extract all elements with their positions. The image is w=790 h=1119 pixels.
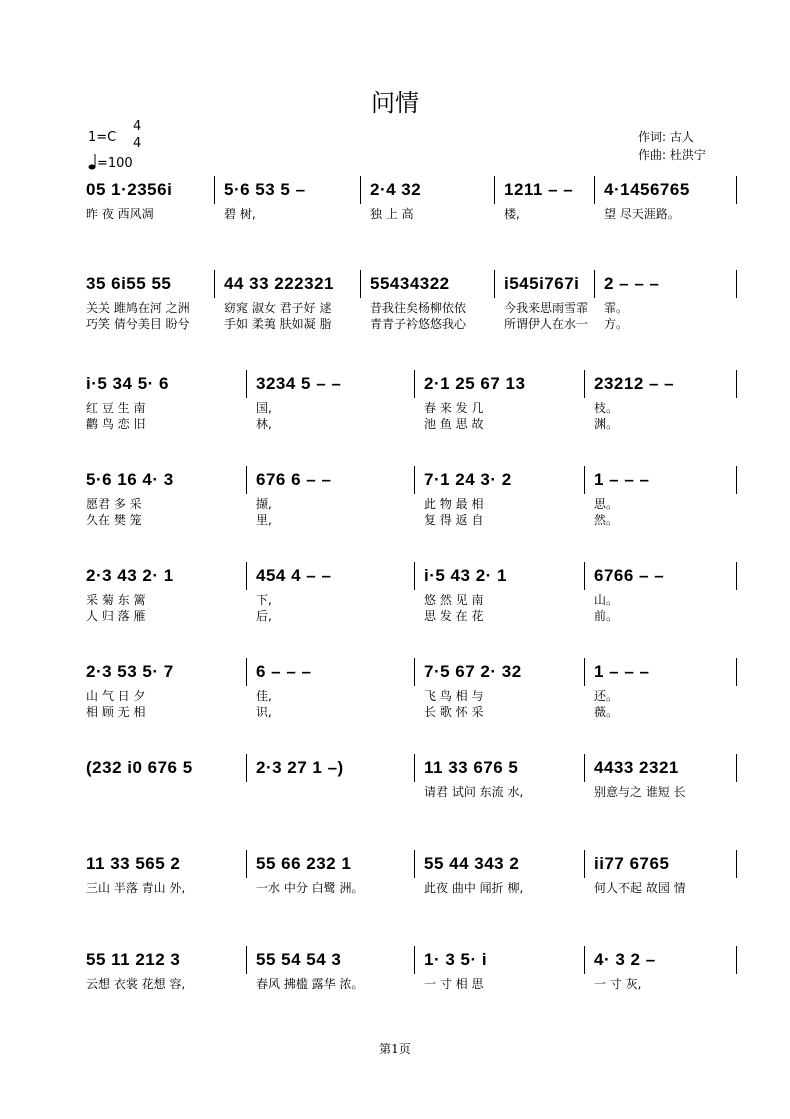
lyric-verse-2: 人 归 落 雁 xyxy=(86,609,146,623)
score-line xyxy=(86,948,746,1018)
bar-line xyxy=(414,562,415,590)
lyricist-credit: 作词: 古人 xyxy=(638,130,694,144)
lyric-verse-1: 春 来 发 几 xyxy=(424,401,484,415)
lyric-verse-2: 后, xyxy=(256,609,272,623)
bar-line xyxy=(246,370,247,398)
lyric-verse-1: 云想 衣裳 花想 容, xyxy=(86,977,186,991)
lyric-verse-1: 独 上 高 xyxy=(370,207,414,221)
score-line xyxy=(86,372,746,442)
jianpu-notes: 23212 – – xyxy=(594,374,675,393)
quarter-note-icon xyxy=(88,154,97,170)
jianpu-notes: 55 66 232 1 xyxy=(256,854,352,873)
jianpu-notes: 454 4 – – xyxy=(256,566,332,585)
bar-line xyxy=(246,946,247,974)
lyric-verse-1: 昔我往矣杨柳依依 xyxy=(370,301,467,315)
lyric-verse-2: 里, xyxy=(256,513,272,527)
time-signature xyxy=(133,118,141,152)
jianpu-notes: ii77 6765 xyxy=(594,854,670,873)
bar-line xyxy=(584,850,585,878)
bar-line xyxy=(736,370,737,398)
bar-line xyxy=(594,270,595,298)
jianpu-notes: 676 6 – – xyxy=(256,470,332,489)
jianpu-notes: 6766 – – xyxy=(594,566,665,585)
score-line xyxy=(86,564,746,634)
bar-line xyxy=(736,466,737,494)
lyric-verse-2: 手如 柔荑 肤如凝 脂 xyxy=(224,317,332,331)
jianpu-notes: 2·4 32 xyxy=(370,180,422,199)
jianpu-notes: 05 1·2356i xyxy=(86,180,173,199)
jianpu-notes: 7·5 67 2· 32 xyxy=(424,662,522,681)
score-line xyxy=(86,852,746,922)
jianpu-notes: 4· 3 2 – xyxy=(594,950,656,969)
bar-line xyxy=(414,658,415,686)
lyric-verse-1: 窈窕 淑女 君子好 逑 xyxy=(224,301,332,315)
tempo-value: =100 xyxy=(97,156,133,171)
bar-line xyxy=(494,176,495,204)
lyric-verse-1: 山 气 日 夕 xyxy=(86,689,146,703)
lyric-verse-1: 采 菊 东 篱 xyxy=(86,593,146,607)
lyric-verse-1: 山。 xyxy=(594,593,619,607)
bar-line xyxy=(414,850,415,878)
lyric-verse-2: 所谓伊人在水一 xyxy=(504,317,589,331)
jianpu-notes: 55434322 xyxy=(370,274,450,293)
bar-line xyxy=(246,562,247,590)
jianpu-notes: 4·1456765 xyxy=(604,180,690,199)
lyric-verse-2: 林, xyxy=(256,417,272,431)
lyric-verse-2: 久在 樊 笼 xyxy=(86,513,142,527)
jianpu-notes: (232 i0 676 5 xyxy=(86,758,193,777)
lyric-verse-1: 请君 试问 东流 水, xyxy=(424,785,524,799)
lyric-verse-1: 霏。 xyxy=(604,301,629,315)
lyric-verse-2: 识, xyxy=(256,705,272,719)
lyric-verse-1: 望 尽天涯路。 xyxy=(604,207,680,221)
bar-line xyxy=(584,562,585,590)
lyric-verse-1: 关关 雎鸠在河 之洲 xyxy=(86,301,190,315)
lyric-verse-1: 别意与之 谁短 长 xyxy=(594,785,686,799)
lyric-verse-1: 撷, xyxy=(256,497,272,511)
lyric-verse-2: 巧笑 倩兮美目 盼兮 xyxy=(86,317,190,331)
lyric-verse-2: 然。 xyxy=(594,513,619,527)
bar-line xyxy=(584,466,585,494)
bar-line xyxy=(584,754,585,782)
bar-line xyxy=(214,270,215,298)
lyric-verse-1: 何人不起 故园 情 xyxy=(594,881,686,895)
bar-line xyxy=(414,466,415,494)
lyric-verse-1: 一 寸 灰, xyxy=(594,977,642,991)
bar-line xyxy=(246,850,247,878)
lyric-verse-1: 悠 然 见 南 xyxy=(424,593,484,607)
bar-line xyxy=(246,658,247,686)
lyric-verse-1: 红 豆 生 南 xyxy=(86,401,146,415)
lyric-verse-1: 此夜 曲中 闻折 柳, xyxy=(424,881,524,895)
lyric-verse-2: 复 得 返 自 xyxy=(424,513,484,527)
bar-line xyxy=(736,850,737,878)
lyric-verse-2: 青青子衿悠悠我心 xyxy=(370,317,467,331)
lyric-verse-2: 相 顾 无 相 xyxy=(86,705,146,719)
jianpu-notes: 11 33 565 2 xyxy=(86,854,181,873)
score-line xyxy=(86,468,746,538)
jianpu-notes: 4433 2321 xyxy=(594,758,679,777)
jianpu-notes: 2·3 53 5· 7 xyxy=(86,662,174,681)
jianpu-notes: i·5 43 2· 1 xyxy=(424,566,507,585)
lyric-verse-2: 前。 xyxy=(594,609,619,623)
key-signature: 1=C xyxy=(88,130,117,145)
jianpu-notes: 1211 – – xyxy=(504,180,574,199)
jianpu-notes: i545i767i xyxy=(504,274,580,293)
bar-line xyxy=(360,270,361,298)
lyric-verse-1: 碧 树, xyxy=(224,207,256,221)
bar-line xyxy=(594,176,595,204)
lyric-verse-1: 此 物 最 相 xyxy=(424,497,484,511)
jianpu-notes: 3234 5 – – xyxy=(256,374,342,393)
lyric-verse-1: 飞 鸟 相 与 xyxy=(424,689,484,703)
bar-line xyxy=(736,754,737,782)
lyric-verse-1: 一水 中分 白鹭 洲。 xyxy=(256,881,364,895)
lyric-verse-1: 昨 夜 西风凋 xyxy=(86,207,154,221)
jianpu-notes: 35 6i55 55 xyxy=(86,274,172,293)
bar-line xyxy=(246,754,247,782)
jianpu-notes: 5·6 16 4· 3 xyxy=(86,470,174,489)
bar-line xyxy=(214,176,215,204)
jianpu-notes: i·5 34 5· 6 xyxy=(86,374,169,393)
jianpu-notes: 7·1 24 3· 2 xyxy=(424,470,512,489)
bar-line xyxy=(414,946,415,974)
jianpu-notes: 55 44 343 2 xyxy=(424,854,520,873)
bar-line xyxy=(736,562,737,590)
lyric-verse-2: 薇。 xyxy=(594,705,619,719)
lyric-verse-1: 今我来思雨雪霏 xyxy=(504,301,589,315)
lyric-verse-1: 一 寸 相 思 xyxy=(424,977,484,991)
bar-line xyxy=(360,176,361,204)
score-line xyxy=(86,756,746,826)
jianpu-notes: 2·3 43 2· 1 xyxy=(86,566,174,585)
lyric-verse-1: 三山 半落 青山 外, xyxy=(86,881,186,895)
bar-line xyxy=(494,270,495,298)
lyric-verse-1: 思。 xyxy=(594,497,619,511)
lyric-verse-2: 思 发 在 花 xyxy=(424,609,484,623)
lyric-verse-1: 国, xyxy=(256,401,272,415)
lyric-verse-1: 春风 拂槛 露华 浓。 xyxy=(256,977,364,991)
bar-line xyxy=(414,754,415,782)
page-number: 第1页 xyxy=(379,1042,411,1056)
jianpu-notes: 2·1 25 67 13 xyxy=(424,374,526,393)
jianpu-notes: 11 33 676 5 xyxy=(424,758,519,777)
jianpu-notes: 55 54 54 3 xyxy=(256,950,342,969)
composer-credit: 作曲: 杜洪宁 xyxy=(638,148,706,162)
jianpu-notes: 2 – – – xyxy=(604,274,660,293)
jianpu-notes: 55 11 212 3 xyxy=(86,950,181,969)
jianpu-notes: 6 – – – xyxy=(256,662,312,681)
score-line xyxy=(86,660,746,730)
lyric-verse-1: 楼, xyxy=(504,207,520,221)
time-sig-numerator: 4 xyxy=(133,119,142,134)
lyric-verse-1: 佳, xyxy=(256,689,272,703)
jianpu-notes: 1 – – – xyxy=(594,470,650,489)
lyric-verse-1: 还。 xyxy=(594,689,619,703)
tempo-marking xyxy=(88,154,133,171)
bar-line xyxy=(736,658,737,686)
bar-line xyxy=(414,370,415,398)
bar-line xyxy=(736,176,737,204)
lyric-verse-2: 池 鱼 思 故 xyxy=(424,417,484,431)
bar-line xyxy=(736,946,737,974)
jianpu-notes: 5·6 53 5 – xyxy=(224,180,306,199)
lyric-verse-1: 愿君 多 采 xyxy=(86,497,142,511)
song-title: 问情 xyxy=(371,89,419,117)
time-sig-denominator: 4 xyxy=(133,136,142,151)
bar-line xyxy=(584,370,585,398)
lyric-verse-2: 方。 xyxy=(604,317,629,331)
lyric-verse-2: 鹳 鸟 恋 旧 xyxy=(86,417,146,431)
lyric-verse-2: 渊。 xyxy=(594,417,619,431)
bar-line xyxy=(736,270,737,298)
jianpu-notes: 44 33 222321 xyxy=(224,274,334,293)
jianpu-notes: 1 – – – xyxy=(594,662,650,681)
lyric-verse-2: 长 歌 怀 采 xyxy=(424,705,484,719)
jianpu-notes: 2·3 27 1 –) xyxy=(256,758,344,777)
bar-line xyxy=(584,658,585,686)
bar-line xyxy=(584,946,585,974)
score-line xyxy=(86,178,746,248)
lyric-verse-1: 下, xyxy=(256,593,272,607)
bar-line xyxy=(246,466,247,494)
lyric-verse-1: 枝。 xyxy=(594,401,619,415)
score-line xyxy=(86,272,746,342)
jianpu-notes: 1· 3 5· i xyxy=(424,950,488,969)
